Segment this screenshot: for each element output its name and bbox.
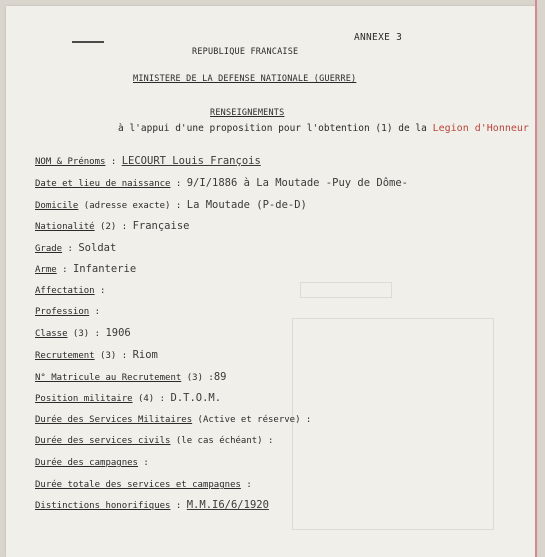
field-label: Durée des campagnes: [35, 458, 138, 468]
field-separator: :: [300, 415, 312, 425]
field-label: Profession: [35, 307, 90, 317]
field-extra: (3): [181, 373, 203, 383]
intro-text: à l'appui d'une proposition pour l'obtention (1) de la: [118, 123, 427, 134]
field-label: Grade: [35, 244, 63, 254]
field-row-domicile: [35, 199, 307, 212]
field-row-arme: [35, 263, 136, 276]
intro-highlight: Legion d'Honneur: [432, 123, 529, 134]
intro-line: [118, 123, 529, 134]
field-separator: :: [116, 351, 133, 361]
field-label: Recrutement: [35, 351, 95, 361]
field-value: Soldat: [78, 242, 117, 254]
field-extra: (4): [132, 394, 155, 404]
field-extra: (Active et réserve): [192, 415, 301, 425]
bleed-through-box: [292, 318, 494, 530]
field-label: Distinctions honorifiques: [35, 501, 171, 511]
field-value: Infanterie: [72, 263, 137, 275]
field-value: Riom: [132, 349, 158, 361]
field-extra: (le cas échéant): [170, 436, 263, 446]
field-row-affectation: [35, 284, 105, 297]
field-row-profession: [35, 305, 100, 318]
field-value: 89: [213, 371, 227, 383]
field-label: Durée totale des services et campagnes: [35, 480, 241, 490]
field-separator: :: [89, 329, 106, 339]
field-separator: :: [137, 458, 149, 468]
field-separator: :: [203, 373, 214, 383]
field-separator: :: [94, 286, 106, 296]
renseignements-heading: RENSEIGNEMENTS: [210, 108, 285, 118]
field-label: Durée des Services Militaires: [35, 415, 193, 425]
field-row-recrutement: [35, 349, 158, 362]
field-separator: :: [154, 394, 171, 404]
field-row-campagnes: [35, 456, 149, 469]
field-row-services-civils: [35, 434, 273, 447]
field-label: Position militaire: [35, 394, 133, 404]
field-separator: :: [56, 265, 73, 275]
field-value: 1906: [105, 327, 131, 339]
field-value: LECOURT Louis François: [121, 155, 261, 167]
field-separator: :: [62, 244, 79, 254]
field-separator: :: [89, 307, 101, 317]
field-row-position: [35, 392, 221, 405]
field-label: Nationalité: [35, 222, 95, 232]
field-row-grade: [35, 242, 116, 255]
field-separator: :: [105, 157, 122, 167]
field-label: NOM & Prénoms: [35, 157, 106, 167]
field-separator: :: [240, 480, 252, 490]
field-row-duree-totale: [35, 478, 252, 491]
field-label: Durée des services civils: [35, 436, 171, 446]
field-extra: (3): [67, 329, 90, 339]
field-label: Arme: [35, 265, 57, 275]
field-separator: :: [262, 436, 274, 446]
field-separator: :: [170, 179, 187, 189]
field-label: N° Matricule au Recrutement: [35, 373, 182, 383]
field-label: Affectation: [35, 286, 95, 296]
field-value: D.T.O.M.: [170, 392, 222, 404]
field-row-naissance: [35, 177, 408, 190]
annexe-label: ANNEXE 3: [354, 32, 403, 43]
field-row-nationalite: [35, 220, 189, 233]
field-row-matricule: [35, 371, 227, 384]
field-label: Classe: [35, 329, 68, 339]
field-value: La Moutade (P-de-D): [186, 199, 307, 211]
header-dash: [72, 41, 104, 43]
field-extra: (3): [94, 351, 117, 361]
field-extra: (2): [94, 222, 117, 232]
bleed-through-box: [300, 282, 392, 298]
field-row-classe: [35, 327, 131, 340]
field-value: M.M.I6/6/1920: [186, 499, 269, 511]
field-label: Domicile: [35, 201, 79, 211]
field-extra: (adresse exacte): [78, 201, 171, 211]
republique-heading: REPUBLIQUE FRANCAISE: [192, 47, 299, 57]
field-separator: :: [116, 222, 133, 232]
page-edge-red-line: [535, 0, 537, 557]
field-separator: :: [170, 501, 187, 511]
field-value: 9/I/1886 à La Moutade -Puy de Dôme-: [186, 177, 408, 189]
field-row-distinctions: [35, 499, 269, 512]
field-row-services-militaires: [35, 413, 311, 426]
field-label: Date et lieu de naissance: [35, 179, 171, 189]
ministere-heading: MINISTERE DE LA DEFENSE NATIONALE (GUERRE): [133, 74, 357, 84]
field-row-nom: [35, 155, 261, 168]
field-separator: :: [170, 201, 187, 211]
field-value: Française: [132, 220, 190, 232]
